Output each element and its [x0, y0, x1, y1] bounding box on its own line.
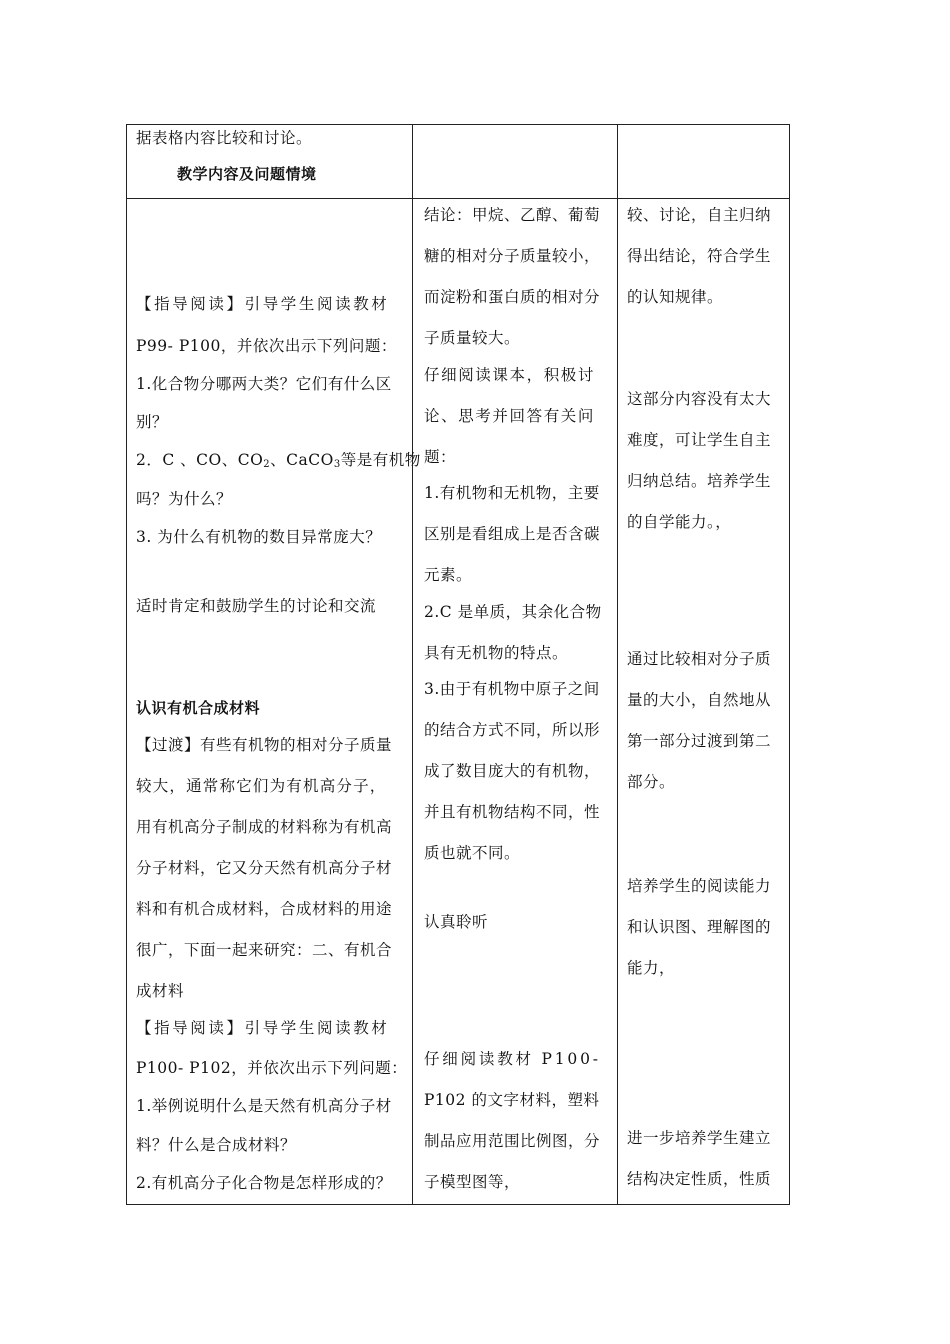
text-line: 和认识图、理解图的 [627, 918, 772, 936]
text-line: 部分。 [627, 773, 676, 791]
text-line: 成材料 [136, 982, 185, 1000]
text-line: 结论：甲烷、乙醇、葡萄 [424, 206, 601, 224]
text-line: 的认知规律。 [627, 288, 724, 306]
text-line: 仔细阅读教材 P100- [424, 1050, 601, 1068]
text-line: 具有无机物的特点。 [424, 644, 569, 662]
column-divider [412, 124, 413, 1205]
text-line: 的结合方式不同，所以形 [424, 721, 601, 739]
text-line: 2．C 、CO、$CO_2$、CaCO$_3$等是有机物 [136, 451, 421, 470]
text-line: 难度，可让学生自主 [627, 431, 772, 449]
text-line: 较大，通常称它们为有机高分子， [136, 777, 387, 795]
text-line: 仔细阅读课本，积极讨 [424, 366, 596, 384]
text-line: 量的大小，自然地从 [627, 691, 772, 709]
text-line: 得出结论，符合学生 [627, 247, 772, 265]
text-line: 子质量较大。 [424, 329, 521, 347]
text-line: 制品应用范围比例图，分 [424, 1132, 601, 1150]
text-line: 进一步培养学生建立 [627, 1129, 772, 1147]
table-heading: 教学内容及问题情境 [177, 165, 317, 183]
text-line: 较、讨论，自主归纳 [627, 206, 772, 224]
text-line: 2.C 是单质，其余化合物 [424, 603, 602, 621]
text-line: 这部分内容没有太大 [627, 390, 772, 408]
column-divider [617, 124, 618, 1205]
text-line: 而淀粉和蛋白质的相对分 [424, 288, 601, 306]
text-line: 1.举例说明什么是天然有机高分子材 [136, 1097, 392, 1115]
text-line: 糖的相对分子质量较小， [424, 247, 601, 265]
text-line: 归纳总结。培养学生 [627, 472, 772, 490]
text-line: 1.化合物分哪两大类？它们有什么区 [136, 375, 392, 393]
text-line: 吗？为什么？ [136, 490, 233, 508]
text-line: 通过比较相对分子质 [627, 650, 772, 668]
text-line: 并且有机物结构不同，性 [424, 803, 601, 821]
text-line: 【过渡】有些有机物的相对分子质量 [136, 736, 393, 754]
text-line: 认真聆听 [424, 913, 489, 931]
text-line: 适时肯定和鼓励学生的讨论和交流 [136, 597, 377, 615]
section-heading: 认识有机合成材料 [136, 699, 261, 717]
text-line: 题： [424, 448, 457, 466]
text-line: 【指导阅读】引导学生阅读教材 [136, 295, 390, 313]
text-line: 质也就不同。 [424, 844, 521, 862]
text-line: 【指导阅读】引导学生阅读教材 [136, 1019, 390, 1037]
text-line: 能力， [627, 959, 676, 977]
text-line: 用有机高分子制成的材料称为有机高 [136, 818, 393, 836]
text-line: 料？什么是合成材料？ [136, 1136, 297, 1154]
text-line: 论、思考并回答有关问 [424, 407, 596, 425]
text-line: 成了数目庞大的有机物， [424, 762, 601, 780]
text-line: P100- P102，并依次出示下列问题： [136, 1059, 408, 1077]
text-line: 据表格内容比较和讨论。 [136, 129, 313, 147]
text-line: 很广，下面一起来研究：二、有机合 [136, 941, 393, 959]
text-line: 2.有机高分子化合物是怎样形成的？ [136, 1174, 392, 1192]
text-line: 3. 为什么有机物的数目异常庞大？ [136, 528, 382, 546]
text-line: 3.由于有机物中原子之间 [424, 680, 600, 698]
text-line: P102 的文字材料，塑料 [424, 1091, 600, 1109]
text-line: 培养学生的阅读能力 [627, 877, 772, 895]
text-line: 子模型图等， [424, 1173, 521, 1191]
text-line: 分子材料，它又分天然有机高分子材 [136, 859, 393, 877]
text-line: 1.有机物和无机物，主要 [424, 484, 600, 502]
text-line: 别？ [136, 413, 169, 431]
row-divider [126, 198, 790, 199]
text-line: 区别是看组成上是否含碳 [424, 525, 601, 543]
text-line: 元素。 [424, 566, 473, 584]
text-line: 结构决定性质，性质 [627, 1170, 772, 1188]
text-line: 第一部分过渡到第二 [627, 732, 772, 750]
text-line: 的自学能力。， [627, 513, 732, 531]
text-line: 料和有机合成材料，合成材料的用途 [136, 900, 393, 918]
text-line: P99- P100，并依次出示下列问题： [136, 337, 397, 355]
